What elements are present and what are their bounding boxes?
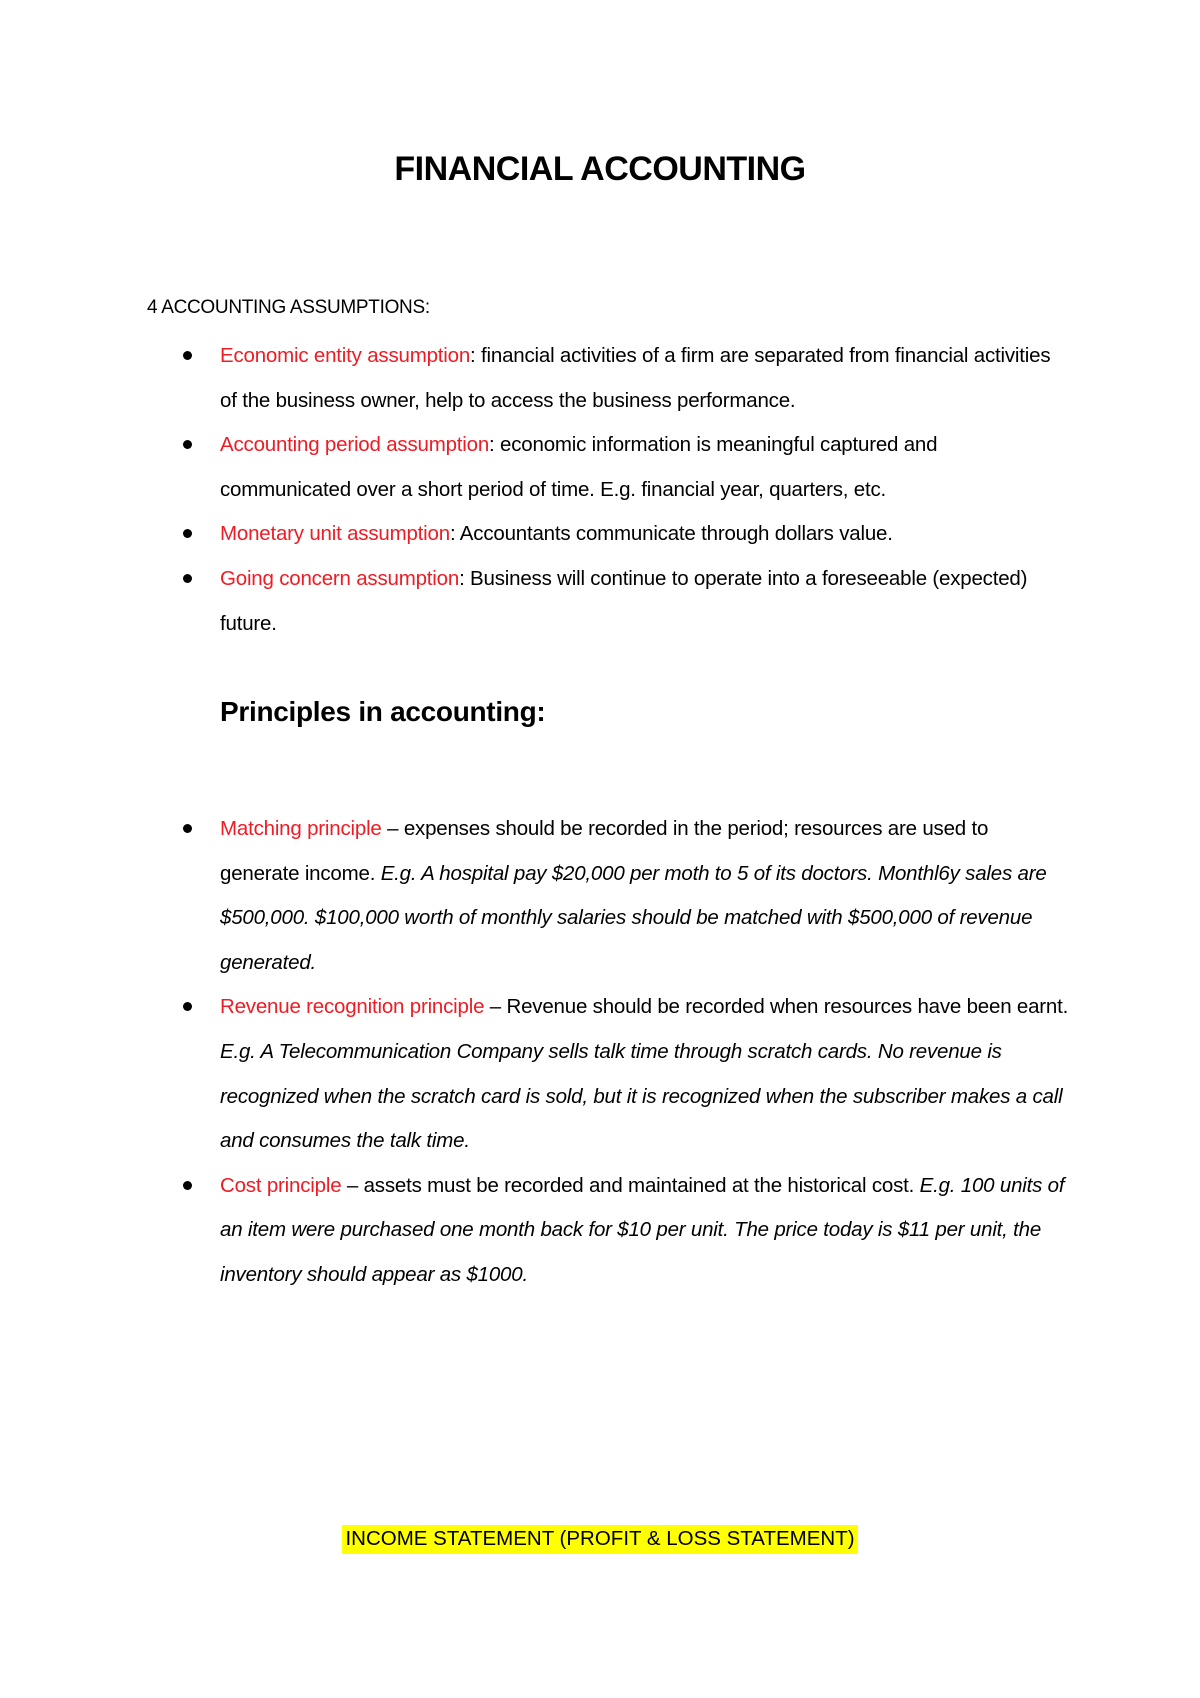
assumption-term: Accounting period assumption — [220, 433, 490, 457]
bullet-icon — [183, 1002, 192, 1011]
list-item — [0, 334, 1070, 423]
assumptions-heading: 4 ACCOUNTING ASSUMPTIONS: — [147, 297, 430, 318]
bullet-icon — [183, 351, 192, 360]
principle-example: E.g. A Telecommunication Company sells talk time through scratch cards. No revenue is recognized when the scratch card is sold, but it is recognized when the subscriber makes a call and consumes the talk time. — [220, 1039, 1063, 1153]
document-title: FINANCIAL ACCOUNTING — [394, 150, 806, 188]
principles-heading: Principles in accounting: — [220, 696, 546, 727]
bullet-icon — [183, 440, 192, 449]
list-item — [0, 807, 1070, 985]
assumptions-list — [0, 334, 1200, 646]
list-item — [0, 557, 1070, 646]
principle-example: E.g. A hospital pay $20,000 per moth to 5 of its doctors. Monthl6y sales are $500,000. $100,000 worth of monthly salaries should be matched with $500,000 of revenue generated. — [220, 861, 1047, 974]
bullet-icon — [183, 1181, 192, 1190]
principle-text: – Revenue should be recorded when resources have been earnt. — [484, 995, 1069, 1019]
bullet-icon — [183, 529, 192, 538]
list-item — [0, 423, 1070, 512]
principle-term: Matching principle — [220, 817, 382, 840]
assumption-text: : Business will continue to operate into a foreseeable (expected) future. — [220, 566, 1028, 635]
assumption-term: Monetary unit assumption — [220, 522, 450, 546]
assumption-term: Economic entity assumption — [220, 344, 471, 367]
list-item — [0, 512, 1070, 557]
principle-term: Cost principle — [220, 1173, 342, 1197]
assumption-text: : Accountants communicate through dollars value. — [449, 522, 893, 546]
income-statement-heading — [0, 1527, 1200, 1551]
principle-text: – assets must be recorded and maintained at the historical cost. — [341, 1173, 920, 1197]
list-item — [0, 985, 1070, 1163]
bullet-icon — [183, 824, 192, 833]
principle-term: Revenue recognition principle — [220, 995, 485, 1019]
principle-example: E.g. 100 units of an item were purchased one month back for $10 per unit. The price today is $11 per unit, the inventory should appear as $1000. — [220, 1173, 1065, 1286]
highlighted-heading-text: INCOME STATEMENT (PROFIT & LOSS STATEMENT) — [342, 1525, 857, 1554]
assumption-text: : financial activities of a firm are separated from financial activities of the business owner, help to access the business performance. — [220, 344, 1051, 412]
principle-text: – expenses should be recorded in the period; resources are used to generate income. — [220, 817, 989, 885]
bullet-icon — [183, 574, 192, 583]
assumption-text: : economic information is meaningful captured and communicated over a short period of time. E.g. financial year, quarters, etc. — [220, 433, 938, 501]
list-item — [0, 1164, 1070, 1298]
principles-list — [0, 807, 1200, 1298]
assumption-term: Going concern assumption — [220, 566, 460, 590]
